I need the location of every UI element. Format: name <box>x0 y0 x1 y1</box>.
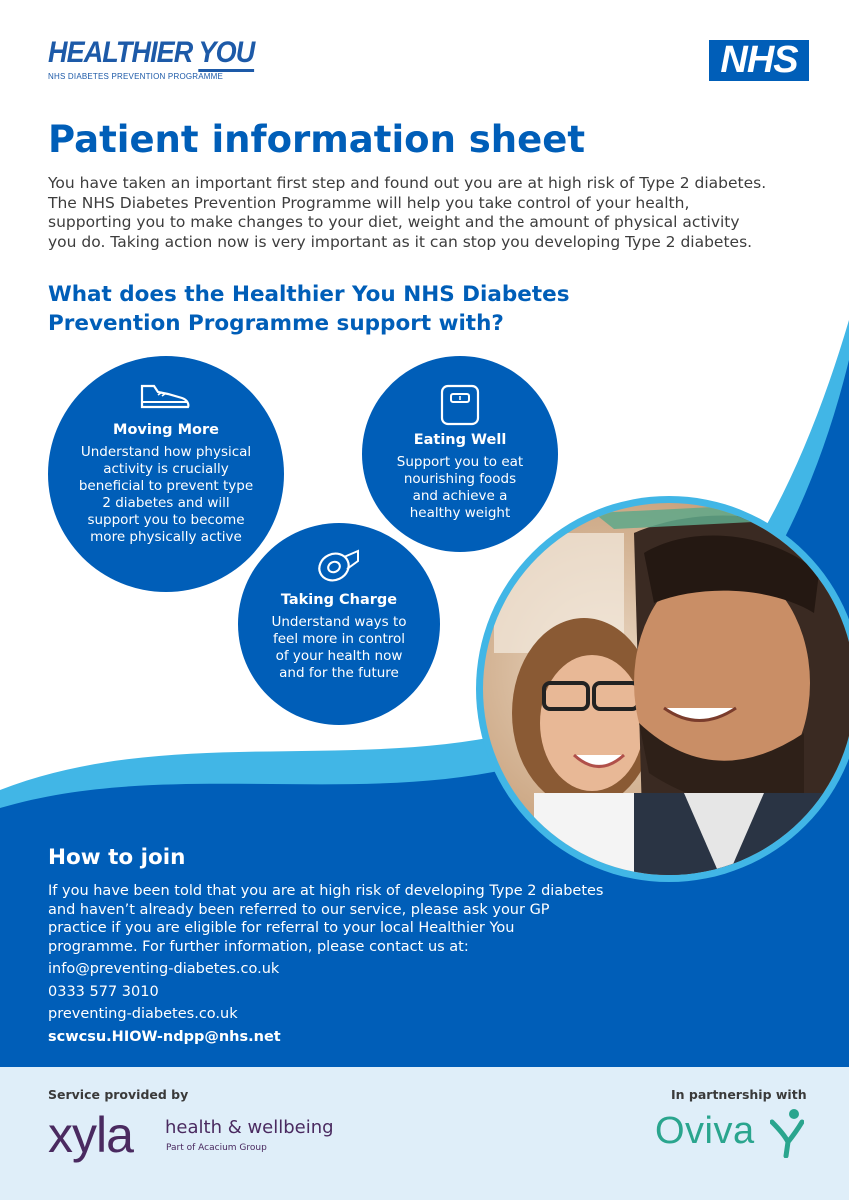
healthier-you-wordmark <box>48 38 254 68</box>
contact-website-link[interactable]: preventing-diabetes.co.uk <box>48 1006 238 1022</box>
logo-healthier-text: HEALTHIER <box>48 36 199 69</box>
oviva-figure-icon <box>770 1108 804 1158</box>
scales-icon <box>440 384 480 426</box>
how-to-join-text: If you have been told that you are at high risk of developing Type 2 diabetes and haven’t already been referred to our service, please ask your GP practice if you are eligible for referral to your local Healthier You programme. For further information, please contact us at: <box>48 883 604 955</box>
contact-phone[interactable]: 0333 577 3010 <box>48 984 159 1000</box>
logo-subtitle: NHS DIABETES PREVENTION PROGRAMME <box>48 72 224 81</box>
moving-more-title: Moving More <box>113 422 219 438</box>
eating-well-title: Eating Well <box>413 432 507 448</box>
moving-more-circle <box>48 356 284 592</box>
healthier-you-logo <box>48 38 277 81</box>
contact-nhs-email-link[interactable]: scwcsu.HIOW-ndpp@nhs.net <box>48 1029 281 1045</box>
service-provided-label: Service provided by <box>48 1087 189 1102</box>
xyla-tagline: health & wellbeing <box>165 1117 334 1138</box>
taking-charge-text: Understand ways to feel more in control of your health now and for the future <box>271 614 407 681</box>
oviva-logo: Oviva <box>655 1110 755 1152</box>
eating-well-text: Support you to eat nourishing foods and achieve a healthy weight <box>396 454 524 521</box>
intro-paragraph: You have taken an important first step and found out you are at high risk of Type 2 diabetes. The NHS Diabetes Prevention Programme will help you take control of your health, supporting you to make changes to your diet, weight and the amount of physical activity you do. Taking action now is very important as it can stop you developing Type 2 diabetes. <box>48 174 767 251</box>
logo-you-text: YOU <box>199 36 255 72</box>
nhs-logo: NHS <box>709 40 809 81</box>
xyla-subtitle: Part of Acacium Group <box>166 1143 267 1153</box>
shoe-icon <box>138 380 192 412</box>
support-heading: What does the Healthier You NHS Diabetes Prevention Programme support with? <box>48 282 570 336</box>
contact-email-link[interactable]: info@preventing-diabetes.co.uk <box>48 961 280 977</box>
people-photo <box>474 493 849 885</box>
page-title: Patient information sheet <box>48 118 586 161</box>
eating-well-circle <box>362 356 558 552</box>
partnership-label: In partnership with <box>671 1087 807 1102</box>
moving-more-text: Understand how physical activity is crucially beneficial to prevent type 2 diabetes and will support you to become more physically active <box>78 444 254 545</box>
how-to-join-heading: How to join <box>48 845 186 870</box>
tape-measure-icon <box>316 547 360 585</box>
taking-charge-circle <box>238 523 440 725</box>
taking-charge-title: Taking Charge <box>280 592 398 608</box>
xyla-logo: xyla <box>48 1107 133 1163</box>
